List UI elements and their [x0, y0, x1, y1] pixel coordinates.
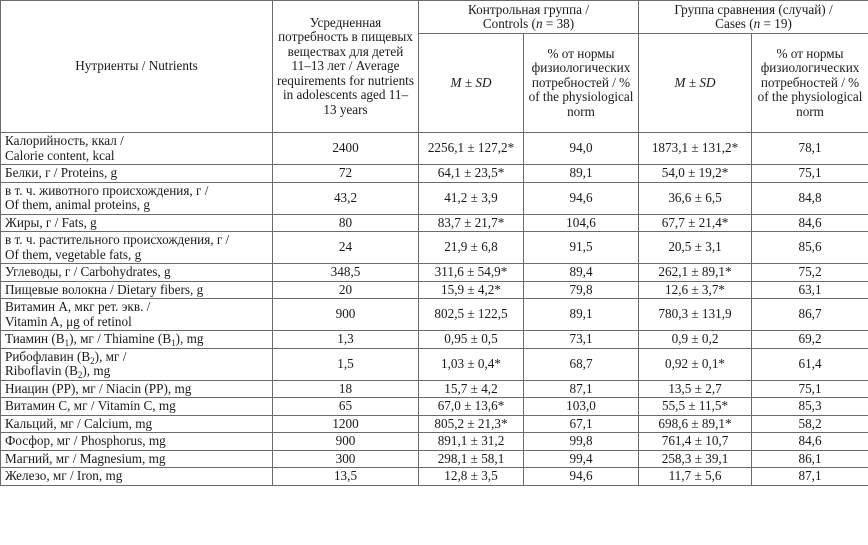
controls-percent-cell: 94,0: [524, 133, 639, 165]
requirement-cell: 18: [273, 380, 419, 398]
cases-percent-cell: 75,1: [752, 380, 868, 398]
table-row: [1, 232, 868, 264]
cases-percent-cell: 63,1: [752, 281, 868, 299]
controls-msd-cell: 12,8 ± 3,5: [419, 468, 524, 486]
table-row: [1, 468, 868, 486]
cases-percent-cell: 84,6: [752, 214, 868, 232]
cases-msd-cell: 55,5 ± 11,5*: [639, 398, 752, 416]
controls-msd-cell: 311,6 ± 54,9*: [419, 264, 524, 282]
controls-percent-cell: 89,1: [524, 165, 639, 183]
header-average-requirements: Усредненная потребность в пищевых веществах для детей 11–13 лет / Average requirements for nutrients in adolescents aged 11–13 years: [273, 1, 419, 133]
controls-msd-cell: 298,1 ± 58,1: [419, 450, 524, 468]
nutrient-name: Магний, мг / Magnesium, mg: [1, 450, 273, 468]
table-row: [1, 281, 868, 299]
nutrient-name: Пищевые волокна / Dietary fibers, g: [1, 281, 273, 299]
header-cases-percent: % от нормы физиологических потребностей / % of the physiological norm: [752, 34, 868, 133]
controls-percent-cell: 79,8: [524, 281, 639, 299]
nutrient-name: Жиры, г / Fats, g: [1, 214, 273, 232]
controls-msd-cell: 0,95 ± 0,5: [419, 331, 524, 349]
header-controls-msd: M ± SD: [419, 34, 524, 133]
nutrient-name: в т. ч. растительного происхождения, г / Of them, vegetable fats, g: [1, 232, 273, 264]
cases-percent-cell: 87,1: [752, 468, 868, 486]
controls-percent-cell: 94,6: [524, 182, 639, 214]
cases-percent-cell: 78,1: [752, 133, 868, 165]
requirement-cell: 1,3: [273, 331, 419, 349]
table-row: [1, 214, 868, 232]
nutrient-name: Витамин С, мг / Vitamin C, mg: [1, 398, 273, 416]
cases-msd-cell: 20,5 ± 3,1: [639, 232, 752, 264]
requirement-cell: 2400: [273, 133, 419, 165]
table-row: [1, 182, 868, 214]
cases-percent-cell: 85,6: [752, 232, 868, 264]
controls-percent-cell: 73,1: [524, 331, 639, 349]
controls-percent-cell: 91,5: [524, 232, 639, 264]
cases-msd-cell: 698,6 ± 89,1*: [639, 415, 752, 433]
table-row: [1, 348, 868, 380]
cases-percent-cell: 86,1: [752, 450, 868, 468]
table-row: [1, 331, 868, 349]
table-row: [1, 380, 868, 398]
cases-msd-cell: 13,5 ± 2,7: [639, 380, 752, 398]
controls-msd-cell: 83,7 ± 21,7*: [419, 214, 524, 232]
cases-msd-cell: 36,6 ± 6,5: [639, 182, 752, 214]
cases-msd-cell: 761,4 ± 10,7: [639, 433, 752, 451]
cases-percent-cell: 61,4: [752, 348, 868, 380]
table-row: [1, 299, 868, 331]
controls-msd-cell: 21,9 ± 6,8: [419, 232, 524, 264]
cases-percent-cell: 75,1: [752, 165, 868, 183]
requirement-cell: 20: [273, 281, 419, 299]
controls-msd-cell: 41,2 ± 3,9: [419, 182, 524, 214]
controls-percent-cell: 67,1: [524, 415, 639, 433]
nutrient-name: Рибофлавин $(B_2)$, мг / Riboflavin $(B_2)$, mg: [1, 348, 273, 380]
requirement-cell: 900: [273, 299, 419, 331]
controls-percent-cell: 103,0: [524, 398, 639, 416]
cases-percent-cell: 75,2: [752, 264, 868, 282]
controls-percent-cell: 104,6: [524, 214, 639, 232]
cases-msd-cell: 11,7 ± 5,6: [639, 468, 752, 486]
cases-msd-cell: 262,1 ± 89,1*: [639, 264, 752, 282]
cases-percent-cell: 85,3: [752, 398, 868, 416]
controls-percent-cell: 89,4: [524, 264, 639, 282]
controls-msd-cell: 64,1 ± 23,5*: [419, 165, 524, 183]
cases-msd-cell: 1873,1 ± 131,2*: [639, 133, 752, 165]
requirement-cell: 72: [273, 165, 419, 183]
header-cases-group: Группа сравнения (случай) / Cases (n = 19): [639, 1, 868, 34]
nutrient-name: Кальций, мг / Calcium, mg: [1, 415, 273, 433]
controls-percent-cell: 99,8: [524, 433, 639, 451]
controls-msd-cell: 1,03 ± 0,4*: [419, 348, 524, 380]
table-row: [1, 450, 868, 468]
cases-percent-cell: 84,8: [752, 182, 868, 214]
controls-msd-cell: 891,1 ± 31,2: [419, 433, 524, 451]
table-row: [1, 133, 868, 165]
requirement-cell: 348,5: [273, 264, 419, 282]
controls-percent-cell: 94,6: [524, 468, 639, 486]
nutrient-name: Белки, г / Proteins, g: [1, 165, 273, 183]
cases-percent-cell: 84,6: [752, 433, 868, 451]
requirement-cell: 13,5: [273, 468, 419, 486]
nutrient-name: Ниацин (PP), мг / Niacin (PP), mg: [1, 380, 273, 398]
table-row: [1, 398, 868, 416]
header-cases-msd: M ± SD: [639, 34, 752, 133]
requirement-cell: 43,2: [273, 182, 419, 214]
nutrient-name: Железо, мг / Iron, mg: [1, 468, 273, 486]
table-row: [1, 415, 868, 433]
header-controls-group: Контрольная группа / Controls (n = 38): [419, 1, 639, 34]
requirement-cell: 300: [273, 450, 419, 468]
controls-percent-cell: 89,1: [524, 299, 639, 331]
table-row: [1, 165, 868, 183]
requirement-cell: 80: [273, 214, 419, 232]
controls-msd-cell: 15,9 ± 4,2*: [419, 281, 524, 299]
cases-msd-cell: 12,6 ± 3,7*: [639, 281, 752, 299]
controls-percent-cell: 68,7: [524, 348, 639, 380]
cases-msd-cell: 54,0 ± 19,2*: [639, 165, 752, 183]
requirement-cell: 24: [273, 232, 419, 264]
header-nutrients: Нутриенты / Nutrients: [1, 1, 273, 133]
table-row: [1, 433, 868, 451]
controls-msd-cell: 805,2 ± 21,3*: [419, 415, 524, 433]
header-controls-percent: % от нормы физиологических потребностей / % of the physiological norm: [524, 34, 639, 133]
controls-percent-cell: 99,4: [524, 450, 639, 468]
cases-msd-cell: 780,3 ± 131,9: [639, 299, 752, 331]
cases-percent-cell: 86,7: [752, 299, 868, 331]
controls-msd-cell: 2256,1 ± 127,2*: [419, 133, 524, 165]
cases-percent-cell: 69,2: [752, 331, 868, 349]
requirement-cell: 1,5: [273, 348, 419, 380]
requirement-cell: 1200: [273, 415, 419, 433]
table-row: [1, 264, 868, 282]
requirement-cell: 65: [273, 398, 419, 416]
requirement-cell: 900: [273, 433, 419, 451]
controls-msd-cell: 802,5 ± 122,5: [419, 299, 524, 331]
nutrient-name: Витамин А, мкг рет. экв. / Vitamin A, μg of retinol: [1, 299, 273, 331]
nutrient-name: Тиамин $(B_1)$, мг / Thiamine $(B_1)$, mg: [1, 331, 273, 349]
controls-msd-cell: 67,0 ± 13,6*: [419, 398, 524, 416]
nutrient-name: Калорийность, ккал / Calorie content, kcal: [1, 133, 273, 165]
nutrient-name: Углеводы, г / Carbohydrates, g: [1, 264, 273, 282]
cases-msd-cell: 67,7 ± 21,4*: [639, 214, 752, 232]
nutrient-name: Фосфор, мг / Phosphorus, mg: [1, 433, 273, 451]
table-body: [1, 133, 868, 486]
nutrient-name: в т. ч. животного происхождения, г / Of them, animal proteins, g: [1, 182, 273, 214]
cases-msd-cell: 0,92 ± 0,1*: [639, 348, 752, 380]
cases-percent-cell: 58,2: [752, 415, 868, 433]
cases-msd-cell: 258,3 ± 39,1: [639, 450, 752, 468]
cases-msd-cell: 0,9 ± 0,2: [639, 331, 752, 349]
controls-msd-cell: 15,7 ± 4,2: [419, 380, 524, 398]
controls-percent-cell: 87,1: [524, 380, 639, 398]
